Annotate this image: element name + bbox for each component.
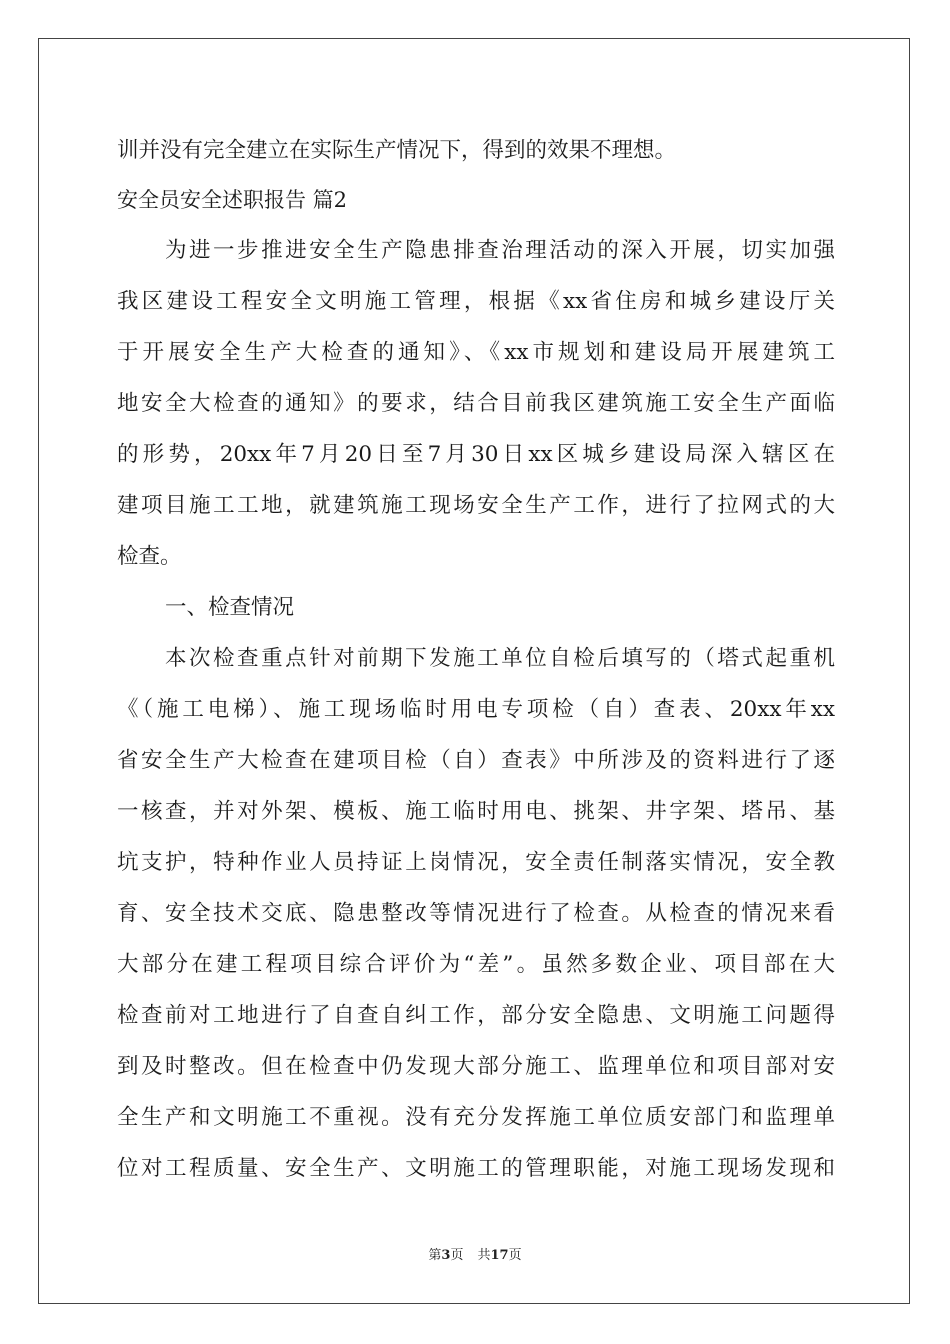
footer-page-suffix: 页: [450, 1248, 464, 1263]
page-footer: [0, 1244, 950, 1263]
document-body: [117, 125, 835, 1194]
text-line: 一核查，并对外架、模板、施工临时用电、挑架、井字架、塔吊、基: [117, 799, 835, 824]
text-line: 育、安全技术交底、隐患整改等情况进行了检查。从检查的情况来看: [117, 901, 835, 926]
text-line: 于开展安全生产大检查的通知》、《xx市规划和建设局开展建筑工: [117, 340, 835, 365]
text-line: 大部分在建工程项目综合评价为“差”。虽然多数企业、项目部在大: [117, 952, 835, 977]
text-line: 一、检查情况: [165, 595, 295, 620]
footer-total-pages: 17: [490, 1248, 509, 1263]
text-line: 位对工程质量、安全生产、文明施工的管理职能，对施工现场发现和: [117, 1156, 835, 1181]
footer-page-prefix: 第: [428, 1248, 442, 1263]
section-title: 安全员安全述职报告 篇2: [117, 188, 348, 212]
text-line: 省安全生产大检查在建项目检（自）查表》中所涉及的资料进行了逐: [117, 748, 835, 773]
text-line: 本次检查重点针对前期下发施工单位自检后填写的（塔式起重机: [165, 646, 835, 671]
text-line: 到及时整改。但在检查中仍发现大部分施工、监理单位和项目部对安: [117, 1054, 835, 1079]
text-line: 地安全大检查的通知》的要求，结合目前我区建筑施工安全生产面临: [117, 391, 835, 416]
text-line: 我区建设工程安全文明施工管理，根据《xx省住房和城乡建设厅关: [117, 289, 835, 314]
text-line: 全生产和文明施工不重视。没有充分发挥施工单位质安部门和监理单: [117, 1105, 835, 1130]
text-line: 建项目施工工地，就建筑施工现场安全生产工作，进行了拉网式的大: [117, 493, 835, 518]
footer-total-suffix: 页: [508, 1248, 522, 1263]
text-line: 为进一步推进安全生产隐患排查治理活动的深入开展，切实加强: [165, 238, 835, 263]
text-line: 《（施工电梯）、施工现场临时用电专项检（自）查表、20xx年xx: [117, 697, 835, 722]
text-line: 检查。: [117, 544, 182, 569]
footer-total-prefix: 共: [477, 1248, 491, 1263]
text-line: 检查前对工地进行了自查自纠工作，部分安全隐患、文明施工问题得: [117, 1003, 835, 1028]
footer-page-number: 3: [441, 1248, 451, 1263]
text-line: 坑支护，特种作业人员持证上岗情况，安全责任制落实情况，安全教: [117, 850, 835, 875]
text-line: 的形势，20xx年7月20日至7月30日xx区城乡建设局深入辖区在: [117, 442, 835, 467]
text-line: 训并没有完全建立在实际生产情况下，得到的效果不理想。: [117, 138, 677, 163]
